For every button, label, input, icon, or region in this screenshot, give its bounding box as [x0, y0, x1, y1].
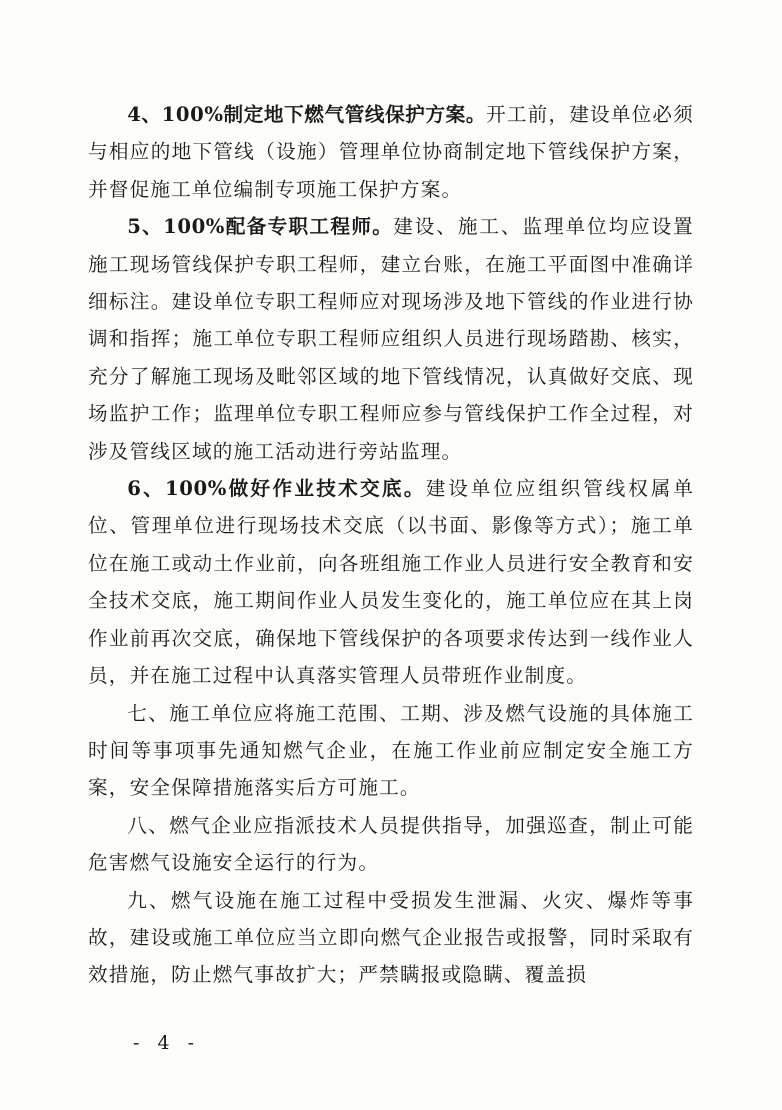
paragraph-technical-briefing [88, 470, 694, 694]
paragraph-lead: 5、100%配备专职工程师。 [127, 215, 394, 239]
paragraph-accident-reporting [88, 882, 694, 994]
paragraph-text: 建设、施工、监理单位均应设置施工现场管线保护专职工程师，建立台账，在施工平面图中准确详细标注。建设单位专职工程师应对现场涉及地下管线的作业进行协调和指挥；施工单位专职工程师应组织人员进行现场踏勘、核实，充分了解施工现场及毗邻区域的地下管线情况，认真做好交底、现场监护工作；监理单位专职工程师应参与管线保护工作全过程，对涉及管线区域的施工活动进行旁站监理。 [88, 215, 694, 463]
paragraph-text: 燃气企业应指派技术人员提供指导，加强巡查，制止可能危害燃气设施安全运行的行为。 [88, 813, 695, 875]
paragraph-lead: 4、100%制定地下燃气管线保护方案。 [127, 103, 487, 126]
page-number: - 4 - [133, 1032, 201, 1054]
paragraph-gas-pipeline-protection-plan [88, 96, 694, 208]
paragraph-lead: 八、 [127, 813, 170, 837]
paragraph-text: 建设单位应组织管线权属单位、管理单位进行现场技术交底（以书面、影像等方式）；施工单位在施工或动土作业前，向各班组施工作业人员进行安全教育和安全技术交底，施工期间作业人员发生变化的，施工单位应在其上岗作业前再次交底，确保地下管线保护的各项要求传达到一线作业人员，并在施工过程中认真落实管理人员带班作业制度。 [88, 477, 695, 688]
document-body [88, 96, 694, 994]
paragraph-lead: 九、 [127, 888, 171, 912]
paragraph-text: 施工单位应将施工范围、工期、涉及燃气设施的具体施工时间等事项事先通知燃气企业，在施工作业前应制定安全施工方案，安全保障措施落实后方可施工。 [88, 701, 695, 800]
paragraph-text: 开工前，建设单位必须与相应的地下管线（设施）管理单位协商制定地下管线保护方案，并督促施工单位编制专项施工保护方案。 [88, 103, 694, 201]
paragraph-notify-gas-company [88, 695, 694, 807]
paragraph-text: 燃气设施在施工过程中受损发生泄漏、火灾、爆炸等事故，建设或施工单位应当立即向燃气企业报告或报警，同时采取有效措施，防止燃气事故扩大；严禁瞒报或隐瞒、覆盖损 [88, 888, 694, 987]
paragraph-lead: 七、 [127, 701, 170, 725]
paragraph-gas-company-guidance [88, 807, 694, 882]
paragraph-lead: 6、100%做好作业技术交底。 [127, 477, 426, 501]
paragraph-dedicated-engineer [88, 208, 694, 470]
